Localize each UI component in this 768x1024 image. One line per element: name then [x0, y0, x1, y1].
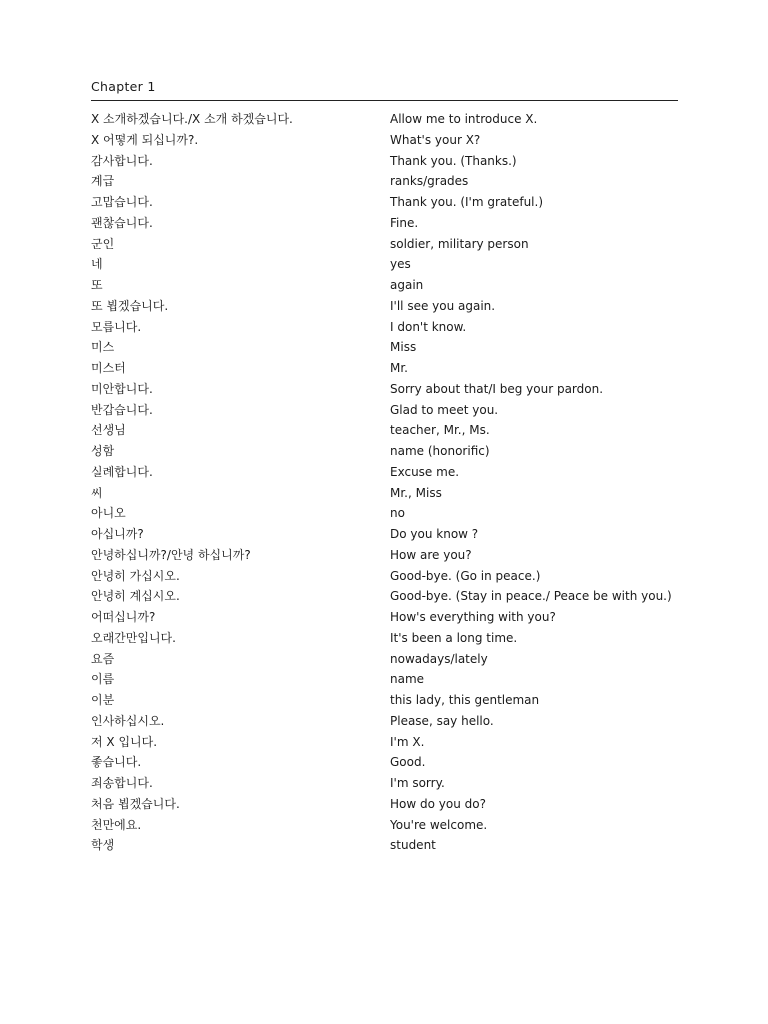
korean-term: 이름	[91, 672, 115, 687]
english-meaning: Miss	[390, 340, 417, 355]
english-meaning: name	[390, 672, 425, 687]
chapter-heading: Chapter 1	[91, 79, 156, 94]
english-meaning: How's everything with you?	[390, 610, 556, 624]
vocab-entry	[91, 589, 678, 604]
english-meaning: How are you?	[390, 547, 472, 562]
vocab-entry	[91, 465, 678, 480]
korean-term: 감사합니다.	[91, 153, 153, 168]
english-meaning: soldier, military person	[390, 236, 529, 251]
english-meaning: I'm sorry.	[390, 776, 445, 790]
english-meaning: Allow me to introduce X.	[390, 112, 538, 126]
vocab-entry	[91, 506, 678, 521]
english-meaning: Fine.	[390, 215, 419, 230]
vocab-entry	[91, 838, 678, 853]
english-meaning: ranks/grades	[390, 174, 469, 189]
korean-term: 미스	[91, 340, 115, 355]
vocab-entry	[91, 569, 678, 584]
vocab-entry	[91, 548, 678, 563]
korean-term: 미안합니다.	[91, 381, 153, 396]
korean-term: 씨	[91, 485, 103, 500]
english-meaning: nowadays/lately	[390, 651, 488, 666]
korean-term: 안녕히 계십시오.	[91, 589, 180, 604]
english-meaning: again	[390, 278, 424, 292]
vocab-entry	[91, 652, 678, 667]
vocab-entry	[91, 797, 678, 812]
korean-term: 저 X 입니다.	[91, 734, 158, 749]
english-meaning: Please, say hello.	[390, 713, 494, 728]
korean-term: 안녕하십니까?/안녕 하십니까?	[91, 547, 251, 562]
english-meaning: I'm X.	[390, 734, 425, 749]
korean-term: 또	[91, 278, 103, 292]
vocab-entry	[91, 133, 678, 148]
vocab-entry	[91, 112, 678, 127]
english-meaning: Sorry about that/I beg your pardon.	[390, 381, 604, 396]
vocab-entry	[91, 755, 678, 770]
korean-term: 안녕히 가십시오.	[91, 568, 180, 583]
korean-term: 학생	[91, 838, 115, 853]
korean-term: 어떠십니까?	[91, 610, 156, 624]
vocab-entry	[91, 818, 678, 833]
korean-term: X 소개하겠습니다./X 소개 하겠습니다.	[91, 112, 293, 126]
english-meaning: Do you know ?	[390, 527, 479, 541]
english-meaning: How do you do?	[390, 796, 486, 811]
korean-term: 반갑습니다.	[91, 402, 153, 417]
vocab-entry	[91, 610, 678, 625]
korean-term: X 어떻게 되십니까?.	[91, 132, 199, 147]
english-meaning: You're welcome.	[390, 817, 488, 832]
korean-term: 군인	[91, 236, 115, 251]
vocab-entry	[91, 174, 678, 189]
korean-term: 오래간만입니다.	[91, 630, 176, 645]
vocab-entry	[91, 486, 678, 501]
korean-term: 미스터	[91, 361, 126, 375]
english-meaning: Thank you. (I'm grateful.)	[390, 195, 544, 209]
korean-term: 죄송합니다.	[91, 776, 153, 790]
english-meaning: Glad to meet you.	[390, 402, 499, 417]
vocab-entry	[91, 735, 678, 750]
korean-term: 네	[91, 257, 103, 272]
vocab-entry	[91, 237, 678, 252]
vocab-entry	[91, 776, 678, 791]
korean-term: 아십니까?	[91, 527, 144, 541]
vocab-entry	[91, 714, 678, 729]
korean-term: 실례합니다.	[91, 464, 153, 479]
vocab-entry	[91, 216, 678, 231]
vocab-entry	[91, 195, 678, 210]
korean-term: 인사하십시오.	[91, 713, 165, 728]
english-meaning: Thank you. (Thanks.)	[390, 153, 517, 168]
english-meaning: name (honorific)	[390, 444, 490, 458]
english-meaning: Good-bye. (Stay in peace./ Peace be with you.)	[390, 589, 672, 604]
korean-term: 아니오	[91, 506, 126, 521]
korean-term: 계급	[91, 174, 115, 189]
vocab-entry	[91, 444, 678, 459]
vocab-entry	[91, 154, 678, 169]
english-meaning: Good-bye. (Go in peace.)	[390, 568, 541, 583]
vocab-entry	[91, 382, 678, 397]
korean-term: 이분	[91, 693, 115, 707]
english-meaning: this lady, this gentleman	[390, 693, 540, 707]
korean-term: 천만에요.	[91, 817, 142, 832]
english-meaning: yes	[390, 257, 411, 272]
vocab-entry	[91, 423, 678, 438]
korean-term: 괜찮습니다.	[91, 215, 153, 230]
korean-term: 좋습니다.	[91, 755, 142, 770]
korean-term: 요즘	[91, 651, 115, 666]
vocab-entry	[91, 403, 678, 418]
english-meaning: What's your X?	[390, 132, 481, 147]
vocab-entry	[91, 320, 678, 335]
korean-term: 모릅니다.	[91, 319, 142, 334]
english-meaning: student	[390, 838, 436, 853]
korean-term: 성함	[91, 444, 115, 458]
korean-term: 처음 뵙겠습니다.	[91, 796, 180, 811]
english-meaning: Good.	[390, 755, 426, 770]
vocab-entry	[91, 278, 678, 293]
english-meaning: Mr., Miss	[390, 485, 442, 500]
vocab-entry	[91, 340, 678, 355]
vocab-entry	[91, 672, 678, 687]
vocab-entry	[91, 631, 678, 646]
heading-divider	[91, 100, 678, 101]
vocab-entry	[91, 361, 678, 376]
vocab-entry	[91, 299, 678, 314]
korean-term: 선생님	[91, 423, 126, 438]
english-meaning: I don't know.	[390, 319, 467, 334]
english-meaning: I'll see you again.	[390, 298, 496, 313]
english-meaning: It's been a long time.	[390, 630, 518, 645]
english-meaning: teacher, Mr., Ms.	[390, 423, 490, 438]
vocab-entry	[91, 527, 678, 542]
korean-term: 고맙습니다.	[91, 195, 153, 209]
vocab-entry	[91, 257, 678, 272]
english-meaning: no	[390, 506, 405, 521]
english-meaning: Excuse me.	[390, 464, 460, 479]
vocab-entry	[91, 693, 678, 708]
english-meaning: Mr.	[390, 361, 408, 375]
korean-term: 또 뵙겠습니다.	[91, 298, 169, 313]
